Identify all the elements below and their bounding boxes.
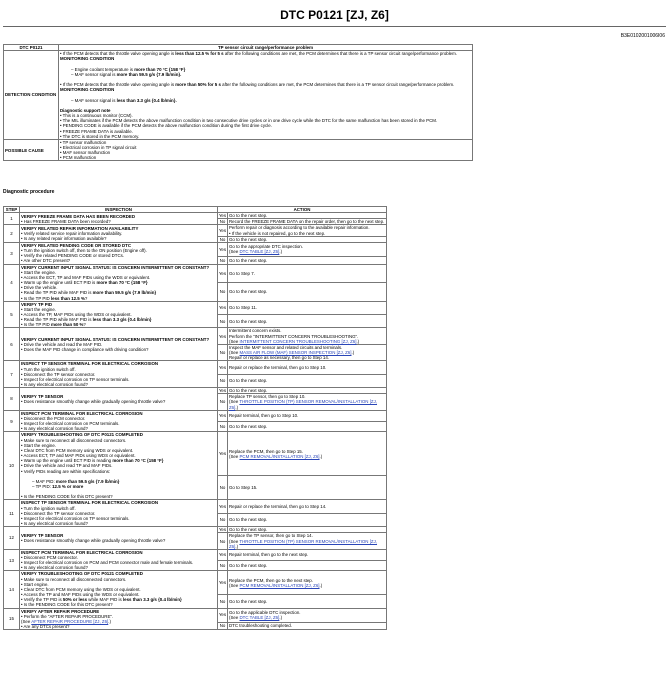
action-text: .) [351,350,355,356]
yes-action: Go to the next step. [228,527,387,533]
inspection-text: ? [84,295,88,301]
inspection-line: • Does resistance smoothly change while gradually opening throttle valve? [21,398,166,404]
inspection-line: • Access the TP, MAF PIDs using the WDS or equivalent. [21,311,132,317]
maf-sensor-inspection-link[interactable]: MASS AIR FLOW (MAF) SENSOR INSPECTION [ZJ, Z6] [239,350,352,356]
procedure-row-step-3 [4,242,387,256]
step-number: 14 [4,571,20,608]
inspection-cell [20,213,218,225]
inspection-cell [20,361,218,388]
step-number: 5 [4,301,20,328]
support-note: • This is a continuous monitor (CCM). [60,113,133,119]
condition-text: – Engine coolant temperature is [71,66,135,72]
no-action: DTC troubleshooting completed. [228,622,387,630]
inspection-line: • Does resistance smoothly change while gradually opening throttle valve? [21,538,166,544]
yes-label: Yes [218,388,227,394]
yes-action: Repair terminal, then go to Step 10. [228,410,387,421]
action-text: (See [229,582,240,588]
inspection-text: • Is the TP PID [21,322,51,328]
no-action: Go to the next step. [228,283,387,302]
yes-label: Yes [218,432,228,476]
yes-label: Yes [218,500,228,513]
step-number: 1 [4,213,20,225]
inspection-cell [20,328,218,361]
inspection-line: • Clear DTC from PCM memory using the WDS or equivalent. [21,586,141,592]
possible-cause-item: • MAF sensor malfunction [60,150,111,156]
no-action: Go to Step 15. [228,476,387,500]
intermittent-concern-link[interactable]: INTERMITTENT CONCERN TROUBLESHOOTING [ZJ, Z6] [239,338,357,344]
inspection-line: • Is any related repair information available? [21,236,107,242]
inspection-line: • Disconnect the TP sensor connector. [21,510,96,516]
procedure-row-step-10 [4,432,387,476]
action-line: Replace TP sensor, then go to Step 10. [229,394,306,400]
inspection-value: 12.5 % or more [52,483,84,489]
inspection-line: • Is any electrical corrosion found? [21,565,88,571]
action-text: .) [319,453,323,459]
action-text: (See [229,338,240,344]
no-label: No [218,344,228,360]
dtc-description-header: TP sensor circuit range/performance problem [59,45,473,51]
support-note: • PENDING CODE is available if the PCM detects the above malfunction condition during the first drive cycle. [60,123,272,129]
action-line: Perform the "INTERMITTENT CONCERN TROUBLESHOOTING". [229,333,359,339]
no-action: Record the FREEZE FRAME DATA on the repair order, then go to the next step. [228,219,387,225]
procedure-row-step-7 [4,361,387,374]
inspection-line: • Turn the ignition switch off. [21,366,76,372]
dtc-summary-table [3,44,473,161]
yes-action: Go to Step 11. [228,301,387,314]
condition-value: more than 70 °C {158 °F} [134,66,186,72]
no-action: Go to the next step. [228,421,387,432]
inspection-text: – MAF PID: [32,478,56,484]
action-text: .) [319,582,323,588]
no-label: No [218,476,228,500]
inspection-cell [20,608,218,630]
action-line: Go to the appropriate DTC inspection. [229,244,303,250]
inspection-column-header: INSPECTION [20,207,218,213]
step-number: 9 [4,410,20,432]
inspection-title: VERIFY CURRENT INPUT SIGNAL STATUS: IS CONCERN INTERMITTENT OR CONSTANT? [21,336,210,342]
inspection-cell [20,571,218,608]
procedure-row-step-13 [4,549,387,560]
condition-value: less than 3.3 g/s {0.4 lb/min}. [116,97,177,103]
yes-action: Repair terminal, then go to the next step. [228,549,387,560]
inspection-line: • Make sure to reconnect all disconnected connectors. [21,437,127,443]
support-note: • FREEZE FRAME DATA is available. [60,128,133,134]
inspection-text: while MAF PID is [87,597,123,603]
step-number: 6 [4,328,20,361]
no-action: Go to the next step. [228,560,387,571]
inspection-line: • Inspect for electrical corrosion on PCM and PCM connector male and female terminals. [21,560,194,566]
inspection-line: • Turn the ignition switch off, then to the ON position (Engine off). [21,248,147,254]
pcm-removal-link[interactable]: PCM REMOVAL/INSTALLATION [ZJ, Z6] [239,582,320,588]
inspection-title: VERIFY CURRENT INPUT SIGNAL STATUS: IS CONCERN INTERMITTENT OR CONSTANT? [21,264,210,270]
yes-action [228,225,387,236]
step-column-header: STEP [4,207,20,213]
diagnostic-support-note-heading: Diagnostic support note [60,107,111,113]
no-label: No [218,236,228,242]
inspection-text: • Warm up the engine until ECT PID is reading [21,458,113,464]
yes-label: Yes [218,264,228,283]
inspection-title: VERIFY TP SENSOR [21,532,64,538]
inspection-line: • Verify related service repair information availability. [21,231,123,237]
tp-sensor-removal-link[interactable]: THROTTLE POSITION (TP) SENSOR REMOVAL/INSTALLATION [ZJ, Z6] [229,538,378,549]
inspection-title: VERIFY FREEZE FRAME DATA HAS BEEN RECORDED [21,213,136,219]
inspection-value: more than 59.5 g/s {7.9 lb/min} [92,290,157,296]
step-number: 8 [4,388,20,411]
inspection-line: • Is the PENDING CODE for this DTC present? [21,494,113,500]
step-number: 3 [4,242,20,264]
inspection-line: • Verify the related PENDING CODE or stored DTCs. [21,253,125,259]
procedure-row-step-14 [4,571,387,595]
dtc-table-link[interactable]: DTC TABLE [ZJ, Z6] [239,249,280,255]
detection-condition-label: DETECTION CONDITION [4,51,59,140]
step-number: 2 [4,225,20,242]
step-number: 11 [4,500,20,527]
yes-label: Yes [218,571,228,595]
support-note: • The DTC is stored in the PCM memory. [60,133,140,139]
inspection-line: • Inspect for electrical corrosion on TP sensor terminals. [21,515,130,521]
inspection-line: • Start the engine. [21,269,56,275]
inspection-line: • Inspect for electrical corrosion on PCM terminals. [21,421,120,427]
action-text: (See [229,538,240,544]
step-number: 10 [4,432,20,500]
inspection-line: • Drive the vehicle and read TP and MAF PIDs. [21,463,113,469]
detection-text: after the following conditions are met, the PCM determines that there is a TP sensor circuit range/performance problem. [220,82,455,88]
detection-value: more than 50% for 5 s [175,82,221,88]
detection-text: • If the PCM detects that the throttle valve opening angle is [60,51,176,57]
no-label: No [218,394,228,410]
yes-action [228,571,387,595]
action-text: (See [229,399,240,405]
inspection-line: • Does the MAF PID change in compliance with driving condition? [21,346,149,352]
document-id: B3E0102001006I06 [620,33,665,39]
no-label: No [218,533,228,549]
no-action [228,533,387,549]
action-text: .) [235,543,239,549]
inspection-text: – TP PID: [32,483,53,489]
inspection-line: • Drive the vehicle and read the MAF PID. [21,341,103,347]
inspection-title: VERIFY TROUBLESHOOTING OF DTC P0121 COMPLETED [21,432,143,438]
inspection-line: • Are other DTC present? [21,258,71,264]
inspection-value: 50% or less [62,597,88,603]
inspection-title: INSPECT PCM TERMINAL FOR ELECTRICAL CORROSION [21,549,143,555]
inspection-line: • Clear DTC from PCM memory using WDS or equivalent. [21,447,134,453]
inspection-line: • Start the engine. [21,442,56,448]
no-action [228,394,387,410]
no-label: No [218,560,228,571]
inspection-cell [20,264,218,301]
step-number: 4 [4,264,20,301]
procedure-row-step-2 [4,225,387,236]
action-text: .) [279,249,283,255]
inspection-title: VERIFY TROUBLESHOOTING OF DTC P0121 COMPLETED [21,571,143,577]
procedure-row-step-5 [4,301,387,314]
inspection-line: • Is any electrical corrosion found? [21,382,88,387]
inspection-line: • Verify PIDs reading are within specifications: [21,468,111,474]
inspection-line: • Is any electrical corrosion found? [21,426,88,432]
yes-label: Yes [218,328,228,344]
inspection-text: • Verify the TP PID is [21,597,63,603]
inspection-line: • Perform the "AFTER REPAIR PROCEDURE". [21,613,114,619]
action-text: (See [229,615,240,621]
inspection-line: • Disconnect the PCM connector. [21,415,86,421]
no-label: No [218,513,228,526]
no-label: No [218,374,228,387]
diagnostic-procedure-table [3,206,387,630]
yes-label: Yes [218,213,227,219]
step-number: 13 [4,549,20,571]
inspection-value: more than 70 °C {158 °F} [112,458,164,464]
possible-cause-item: • TP sensor malfunction [60,139,107,145]
inspection-value: more than 70 °C {158 °F} [96,280,148,286]
inspection-title: VERIFY RELATED PENDING CODE OR STORED DTC [21,242,132,248]
procedure-row-step-15 [4,608,387,622]
no-action: Go to the next step. [228,236,387,242]
inspection-title: VERIFY TP SENSOR [21,393,64,399]
yes-label: Yes [218,608,228,622]
tp-sensor-removal-link[interactable]: THROTTLE POSITION (TP) SENSOR REMOVAL/INSTALLATION [ZJ, Z6] [229,399,378,410]
action-line: Perform repair or diagnosis according to the available repair information. [229,225,370,231]
no-label: No [218,595,228,608]
inspection-line: • Disconnect the TP sensor connector. [21,371,96,377]
possible-cause-row [4,139,473,161]
no-label: No [218,421,228,432]
possible-cause-item: • PCM malfunction [60,155,97,161]
action-line: • If the vehicle is not repaired, go to the next step. [229,230,326,236]
inspection-cell [20,388,218,411]
detection-text: after the following conditions are met, the PCM determines that there is a TP sensor circuit range/performance problem. [223,51,457,57]
inspection-text: ? [83,322,86,328]
no-label: No [218,315,228,328]
possible-cause-item: • Electrical corrosion in TP signal circuit [60,144,137,150]
inspection-text: • Is the TP PID [21,295,51,301]
inspection-text: .) [108,618,111,624]
action-column-header: ACTION [218,207,387,213]
inspection-cell [20,410,218,432]
inspection-cell [20,500,218,527]
yes-action [228,242,387,256]
monitoring-condition-heading: MONITORING CONDITION [60,56,115,62]
yes-action [228,608,387,622]
condition-value: more than 59.5 g/s {7.9 lb/min}. [116,71,182,77]
yes-action: Go to the next step. [228,213,387,219]
inspection-line: • Disconnect PCM connector. [21,555,78,560]
condition-text: – MAF sensor signal is [71,71,117,77]
action-text: (See [229,249,240,255]
inspection-cell [20,242,218,264]
inspection-title: INSPECT PCM TERMINAL FOR ELECTRICAL CORROSION [21,410,143,416]
after-repair-procedure-link[interactable]: AFTER REPAIR PROCEDURE [ZJ, Z6] [31,618,109,624]
dtc-code-header: DTC P0121 [4,45,59,51]
action-line: Replace the PCM, then go to Step 15. [229,448,303,454]
inspection-cell [20,432,218,500]
inspection-cell [20,527,218,550]
inspection-line: • Access ECT, TP and MAF PIDs using WDS or equivalent. [21,453,136,459]
inspection-value: less than 3.3 g/s {0.4 lb/min} [92,317,152,323]
yes-action [228,432,387,476]
procedure-row-step-4 [4,264,387,283]
procedure-row-step-11 [4,500,387,513]
inspection-line: • Are any DTCs present? [21,624,70,630]
no-action: Go to the next step. [228,256,387,264]
inspection-line: • Make sure to reconnect all disconnected connectors. [21,576,127,582]
action-line: Repair or replace as necessary, then go to Step 14. [229,355,329,361]
pcm-removal-link[interactable]: PCM REMOVAL/INSTALLATION [ZJ, Z6] [239,453,320,459]
inspection-line: • Drive the vehicle. [21,285,58,291]
yes-label: Yes [218,410,228,421]
no-action: Go to the next step. [228,315,387,328]
action-line: Replace the PCM, then go to the next step. [229,577,313,583]
action-line: Go to the applicable DTC inspection. [229,609,301,615]
support-note: • The MIL illuminates if the PCM detects the above malfunction condition in two consecutive drive cycles or in one drive cycle while the DTC for the same malfunction has been stored in the PCM. [60,118,438,124]
yes-label: Yes [218,527,227,533]
yes-action [228,328,387,344]
inspection-line: • Has FREEZE FRAME DATA been recorded? [21,218,111,224]
no-action [228,344,387,360]
no-label: No [218,256,228,264]
inspection-title: VERIFY RELATED REPAIR INFORMATION AVAILABILITY [21,225,139,231]
action-text: (See [229,453,240,459]
title-rule [3,26,666,27]
inspection-value: more than 59.5 g/s {7.9 lb/min} [55,478,120,484]
inspection-line: • Start the engine. [21,306,56,312]
inspection-text: • Read the TP PID while MAF PID is [21,290,93,296]
action-line: Intermittent concern exists. [229,328,282,334]
inspection-line: • Inspect for electrical corrosion on TP sensor terminals. [21,376,130,382]
possible-cause-label: POSSIBLE CAUSE [4,139,59,161]
diagnostic-procedure-heading: Diagnostic procedure [3,189,55,195]
inspection-title: INSPECT TP SENSOR TERMINAL FOR ELECTRICAL CORROSION [21,361,159,367]
no-action: Go to the next step. [228,513,387,526]
yes-label: Yes [218,361,228,374]
inspection-text: • Read the TP PID while MAF PID is [21,317,93,323]
procedure-row-step-9 [4,410,387,421]
detection-condition-text [59,51,473,140]
monitoring-condition-heading: MONITORING CONDITION [60,87,115,93]
detection-condition-row [4,51,473,140]
yes-label: Yes [218,225,228,236]
inspection-line: • Start engine. [21,581,49,587]
dtc-table-link[interactable]: DTC TABLE [ZJ, Z6] [239,615,280,621]
no-label: No [218,219,228,225]
inspection-cell [20,301,218,328]
yes-action: Go to the next step. [228,388,387,394]
detection-text: • If the PCM detects that the throttle valve opening angle is [60,82,176,88]
no-label: No [218,622,228,630]
yes-label: Yes [218,549,228,560]
action-text: .) [356,338,360,344]
inspection-cell [20,549,218,571]
inspection-line: • Turn the ignition switch off. [21,505,76,511]
inspection-line: • Is the PENDING CODE for this DTC present? [21,602,113,608]
action-line: Replace the TP sensor, then go to Step 14. [229,533,313,539]
action-line: Inspect the MAF sensor and related circuits and terminals. [229,344,343,350]
inspection-value: more than 50 % [50,322,84,328]
inspection-text: • Warm up the engine until ECT PID is [21,280,97,286]
inspection-value: less than 3.3 g/s {0.4 lb/min} [122,597,182,603]
inspection-line: • Access the ECT, TP and MAF PIDs using the WDS or equivalent. [21,274,151,280]
no-label: No [218,283,228,302]
yes-label: Yes [218,242,228,256]
inspection-line: • Is any electrical corrosion found? [21,521,88,527]
action-text: (See [229,350,240,356]
step-number: 12 [4,527,20,550]
no-action: Go to the next step. [228,374,387,387]
condition-text: – MAF sensor signal is [71,97,117,103]
possible-cause-list [59,139,473,161]
inspection-title: VERIFY TP PID [21,301,53,307]
inspection-cell [20,225,218,242]
action-text: .) [235,404,239,410]
step-number: 15 [4,608,20,630]
procedure-row-step-6 [4,328,387,344]
inspection-text: (See [21,618,32,624]
detection-value: less than 12.5 % for 5 s [175,51,224,57]
inspection-value: less than 12.5 % [50,295,85,301]
step-number: 7 [4,361,20,388]
no-action: Go to the next step. [228,595,387,608]
inspection-title: VERIFY AFTER REPAIR PROCEDURE [21,608,100,614]
yes-action: Repair or replace the terminal, then go to Step 14. [228,500,387,513]
yes-action: Repair or replace the terminal, then go to Step 10. [228,361,387,374]
inspection-line: • Access the TP and MAF PIDs using the WDS or equivalent. [21,592,140,598]
yes-label: Yes [218,301,228,314]
action-text: .) [279,615,283,621]
inspection-title: INSPECT TP SENSOR TERMINAL FOR ELECTRICAL CORROSION [21,500,159,506]
page-title: DTC P0121 [ZJ, Z6] [280,8,389,22]
yes-action: Go to Step 7. [228,264,387,283]
